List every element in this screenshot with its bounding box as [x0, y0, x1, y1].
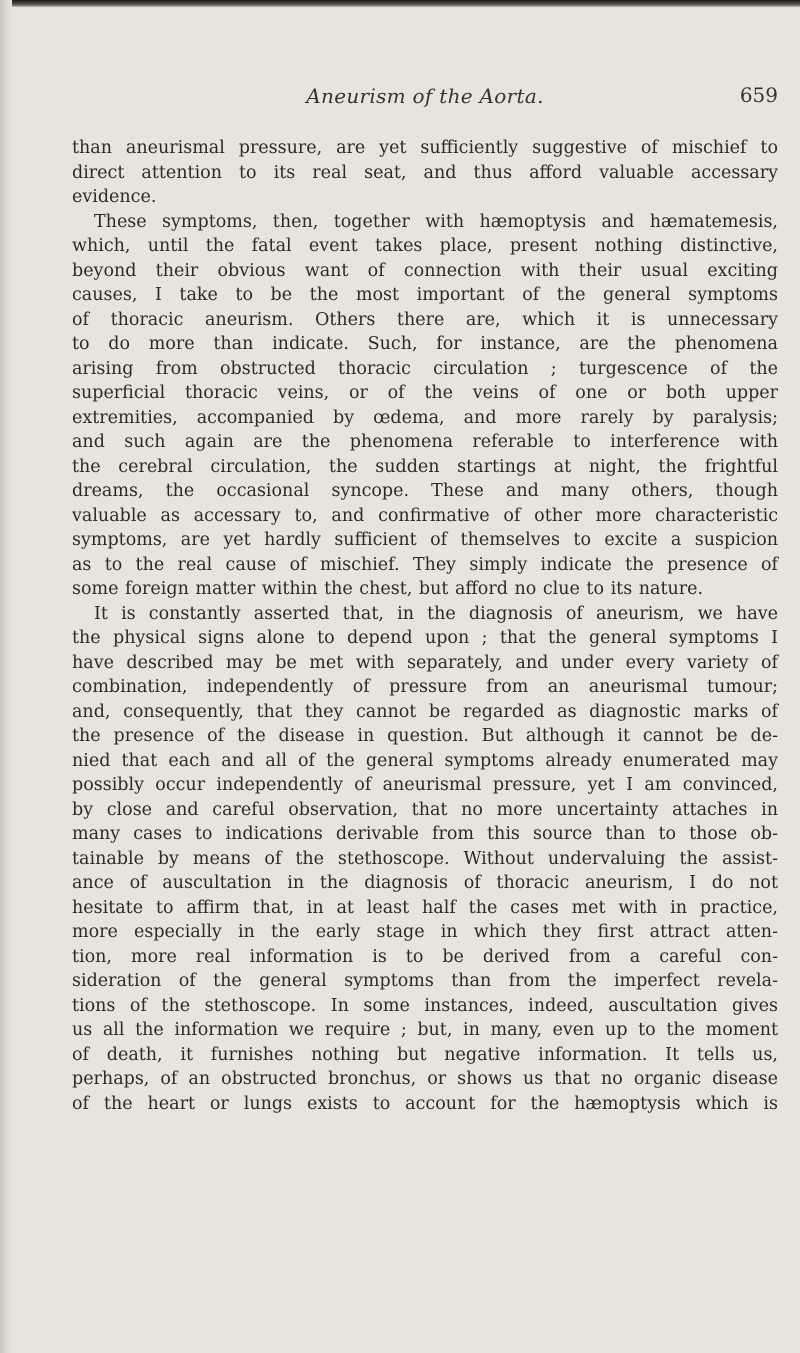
text-line: combination, independently of pressure from an aneurismal tumour; — [72, 677, 778, 697]
text-line: many cases to indications derivable from this source than to those ob- — [72, 824, 778, 844]
text-line: arising from obstructed thoracic circulation ; turgescence of the — [72, 358, 778, 379]
text-line: the physical signs alone to depend upon ; that the general symptoms I — [72, 628, 778, 648]
running-head — [72, 84, 778, 114]
text-line: ance of auscultation in the diagnosis of thoracic aneurism, I do not — [72, 873, 778, 893]
text-line: tions of the stethoscope. In some instances, indeed, auscultation gives — [72, 995, 778, 1016]
text-line: have described may be met with separately, and under every variety of — [72, 652, 778, 673]
text-line: of death, it furnishes nothing but negative information. It tells us, — [72, 1044, 778, 1065]
text-line: as to the real cause of mischief. They simply indicate the presence of — [72, 554, 778, 575]
text-line: possibly occur independently of aneurismal pressure, yet I am convinced, — [72, 775, 778, 795]
text-line: These symptoms, then, together with hæmoptysis and hæmatemesis, — [94, 211, 778, 232]
text-line: hesitate to affirm that, in at least half the cases met with in practice, — [72, 897, 778, 918]
text-line: tion, more real information is to be derived from a careful con- — [72, 946, 778, 967]
text-line: the cerebral circulation, the sudden startings at night, the frightful — [72, 456, 778, 477]
text-line: It is constantly asserted that, in the diagnosis of aneurism, we have — [94, 603, 778, 624]
running-title: Aneurism of the Aorta. — [306, 84, 544, 108]
text-line: tainable by means of the stethoscope. Without undervaluing the assist- — [72, 848, 778, 869]
page-gutter-shadow — [0, 0, 12, 1353]
text-line: more especially in the early stage in which they first attract atten- — [72, 922, 778, 942]
text-line: and, consequently, that they cannot be regarded as diagnostic marks of — [72, 701, 778, 722]
text-line: sideration of the general symptoms than from the imperfect revela- — [72, 971, 778, 991]
text-line: the presence of the disease in question. But although it cannot be de- — [72, 726, 778, 746]
text-line: than aneurismal pressure, are yet sufficiently suggestive of mischief to — [72, 138, 778, 158]
text-line: causes, I take to be the most important of the general symptoms — [72, 285, 778, 305]
text-line: beyond their obvious want of connection with their usual exciting — [72, 260, 778, 281]
text-line: superficial thoracic veins, or of the veins of one or both upper — [72, 383, 778, 403]
text-line: dreams, the occasional syncope. These and many others, though — [72, 481, 778, 501]
text-line: us all the information we require ; but, in many, even up to the moment — [72, 1020, 778, 1040]
text-line: evidence. — [72, 187, 157, 207]
page-number: 659 — [739, 83, 778, 107]
text-line: of thoracic aneurism. Others there are, which it is unnecessary — [72, 309, 778, 330]
text-line: by close and careful observation, that no more uncertainty attaches in — [72, 799, 778, 820]
paragraph-diagnosis — [72, 602, 778, 1117]
text-line: to do more than indicate. Such, for instance, are the phenomena — [72, 334, 778, 354]
body-text — [72, 136, 778, 1116]
text-line: extremities, accompanied by œdema, and more rarely by paralysis; — [72, 407, 778, 428]
book-page — [72, 0, 778, 1353]
text-line: valuable as accessary to, and confirmative of other more characteristic — [72, 505, 778, 526]
text-line: nied that each and all of the general symptoms already enumerated may — [72, 750, 778, 771]
text-line: and such again are the phenomena referable to interference with — [72, 432, 778, 452]
text-line: perhaps, of an obstructed bronchus, or shows us that no organic disease — [72, 1069, 778, 1089]
text-line: symptoms, are yet hardly sufficient of themselves to excite a suspicion — [72, 530, 778, 550]
paragraph-general-symptoms — [72, 210, 778, 602]
text-line: of the heart or lungs exists to account for the hæmoptysis which is — [72, 1093, 778, 1114]
text-line: some foreign matter within the chest, but afford no clue to its nature. — [72, 579, 704, 599]
text-line: which, until the fatal event takes place, present nothing distinctive, — [72, 236, 778, 256]
paragraph-continuation — [72, 136, 778, 210]
text-line: direct attention to its real seat, and thus afford valuable accessary — [72, 162, 778, 183]
